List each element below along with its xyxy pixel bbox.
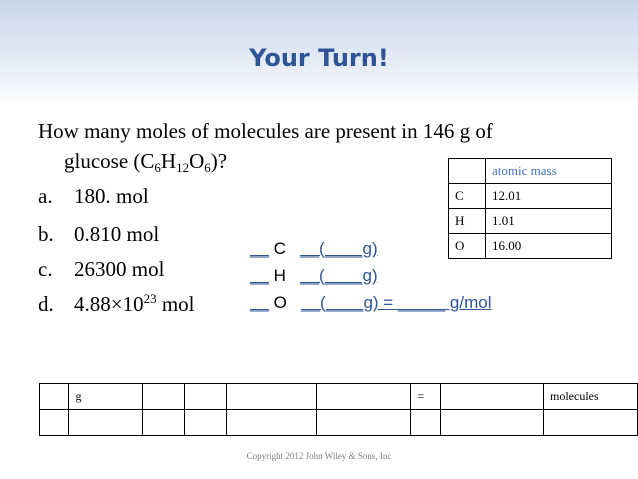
- table-row: g = molecules: [40, 384, 638, 410]
- calc-line-o: __ O __(____g) = _____ g/mol: [250, 293, 492, 312]
- question-text: How many moles of molecules are present in 146 g of: [38, 119, 493, 143]
- calc-line-h: __ H __(____g): [250, 266, 378, 285]
- choice-b[interactable]: b. 0.810 mol: [38, 222, 160, 246]
- table-row: [40, 410, 638, 436]
- choice-a[interactable]: a. 180. mol: [38, 184, 149, 208]
- conversion-table: [39, 383, 638, 436]
- calc-line-c: __ C __(____g): [250, 239, 378, 258]
- choice-c[interactable]: c. 26300 mol: [38, 257, 165, 281]
- slide-title: Your Turn!: [249, 44, 389, 72]
- question-line-1: [38, 118, 493, 144]
- question-line-2: glucose $(C_6H_{12}O_6)$?: [64, 149, 228, 175]
- table-row: C 12.01: [449, 184, 612, 209]
- table-row: O 16.00: [449, 234, 612, 259]
- atomic-mass-table: [448, 158, 612, 259]
- table-row: H 1.01: [449, 209, 612, 234]
- atomic-mass-header: atomic mass: [486, 159, 612, 184]
- copyright-notice: Copyright 2012 John Wiley & Sons, Inc: [246, 451, 392, 461]
- choice-d[interactable]: d. $4.88\times 10^{23}$ mol: [38, 291, 195, 316]
